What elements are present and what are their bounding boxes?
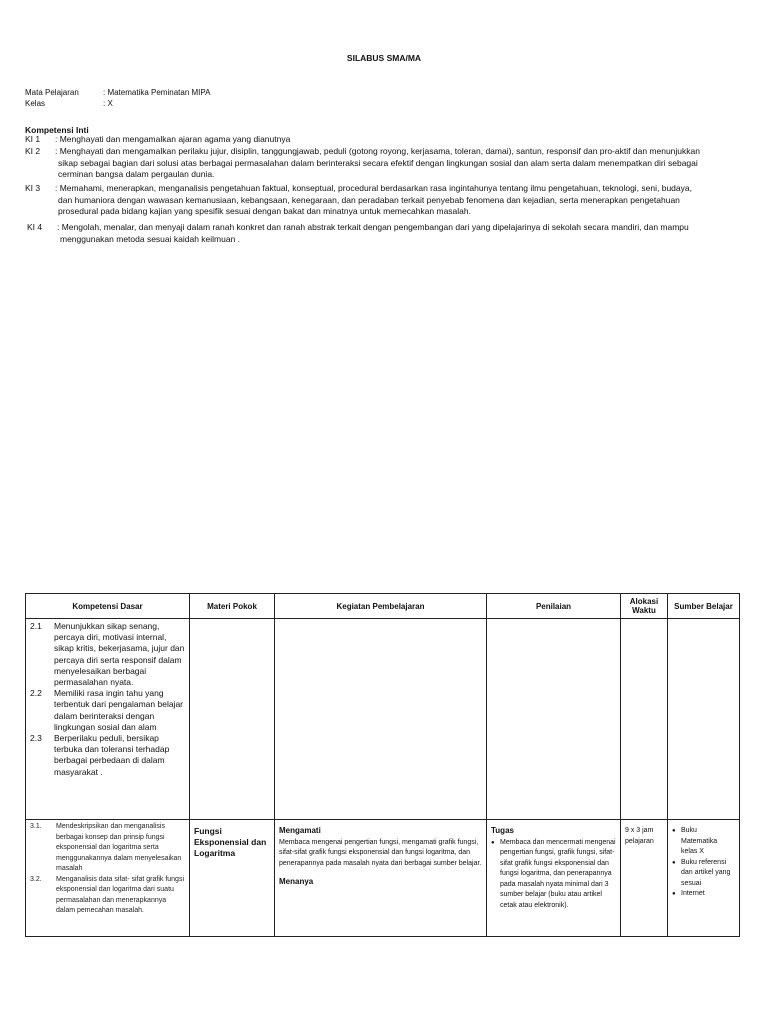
kd-text: Berperilaku peduli, bersikap terbuka dan toleransi terhadap berbagai perbedaan di dalam masyarakat . [54,733,170,777]
penilaian-cell-empty [487,619,621,820]
ki-code: KI 1 [25,134,41,144]
ki-code: KI 3 [25,183,41,193]
kd-item [30,875,185,917]
kd-number: 3.2. [30,875,42,883]
sumber-cell-empty [668,619,740,820]
kd-cell [26,619,190,820]
ki-code: KI 4 [27,222,43,232]
kd-number: 2.3 [30,733,42,744]
kd-item [30,621,185,688]
meta-value: : Matematika Peminatan MIPA [103,88,211,97]
materi-cell-empty [190,619,275,820]
ki-line: : Memahami, menerapkan, menganalisis pengetahuan faktual, konseptual, procedural berdasarkan rasa ingintahunya tentang ilmu pengetahuan, teknologi, seni, budaya, [55,183,692,193]
sumber-belajar-cell [668,820,740,937]
list-item: ● Internet [672,889,735,900]
kd-text: Menganalisis data sifat- sifat grafik fungsi eksponensial dan logaritma dari suatu permasalahan dan menerapkannya dalam pemecahan masalah. [56,875,185,914]
table-header-row [26,594,740,619]
ki-line: menggunakan metoda sesuai kaidah keilmuan . [60,233,241,244]
materi-pokok-cell: Fungsi Eksponensial dan Logaritma [190,820,275,937]
ki-text [55,146,745,181]
header-kompetensi-dasar: Kompetensi Dasar [26,594,190,619]
kd-cell [26,820,190,937]
kegiatan-heading: Mengamati [279,826,321,835]
kegiatan-cell [275,820,487,937]
penilaian-cell [487,820,621,937]
kd-text: Menunjukkan sikap senang, percaya diri, motivasi internal, sikap kritis, bekerjasama, jujur dan percaya diri serta responsif dalam menyelesaikan berbagai permasalahan nyata. [54,621,185,688]
kd-text: Mendeskripsikan dan menganalisis berbagai konsep dan prinsip fungsi eksponensial dan logaritma serta menggunakannya dalam menyelesaikan masalah [56,823,182,872]
list-item: ● Membaca dan mencermati mengenai pengertian fungsi, grafik fungsi, sifat-sifat grafik fungsi eksponensial dan fungsi logaritma, dan penerapannya pada masalah nyata minimal dari 3 sumber belajar (buku atau artikel cetak atau elektronik). [491,838,616,912]
meta-key: Kelas [25,99,46,108]
penilaian-heading: Tugas [491,826,514,835]
kd-number: 2.2 [30,688,42,699]
list-item: ● Buku Matematika kelas X [672,826,735,858]
ki-line: cerminan bangsa dalam pergaulan dunia. [58,169,215,180]
silabus-table [25,593,740,937]
kd-number: 3.1. [30,823,42,830]
ki-line: prosedural pada bidang kajian yang spesifik sesuai dengan bakat dan minatnya untuk memecahkan masalah. [58,206,471,217]
sumber-list [672,826,735,900]
kd-item [30,688,185,733]
alokasi-waktu-cell: 9 x 3 jam pelajaran [621,820,668,937]
kd-item [30,733,185,778]
header-materi-pokok: Materi Pokok [190,594,275,619]
meta-value: : X [103,99,113,108]
kd-number: 2.1 [30,621,42,631]
ki-code: KI 2 [25,146,41,156]
ki-line: : Mengolah, menalar, dan menyaji dalam ranah konkret dan ranah abstrak terkait dengan pengembangan dari yang dipelajarinya di sekolah secara mandiri, dan mampu [57,222,689,232]
ki-1 [25,134,745,146]
document-title: SILABUS SMA/MA [346,53,422,63]
ki-3 [25,183,745,218]
ki-heading: Kompetensi Inti [25,125,89,135]
header-penilaian: Penilaian [487,594,621,619]
header-sumber-belajar: Sumber Belajar [668,594,740,619]
penilaian-list [491,838,616,912]
ki-2 [25,146,745,181]
kd-text: Memiliki rasa ingin tahu yang terbentuk dari pengalaman belajar dalam berinteraksi dengan lingkungan sosial dan alam [54,688,184,732]
kegiatan-text: Membaca mengenai pengertian fungsi, mengamati grafik fungsi, sifat-sifat grafik fungsi eksponensial dan fungsi logaritma, dan penerapannya pada masalah nyata dari berbagai sumber belajar. [279,838,482,867]
table-row [26,820,740,937]
meta-key: Mata Pelajaran [25,88,79,97]
ki-line: dan humaniora dengan wawasan kemanusiaan, kebangsaan, kenegaraan, dan peradaban terkait penyebab fenomena dan kejadian, serta menerapkan pengetahuan [58,194,680,205]
header-kegiatan: Kegiatan Pembelajaran [275,594,487,619]
kegiatan-cell-empty [275,619,487,820]
ki-line: : Menghayati dan mengamalkan perilaku jujur, disiplin, tanggungjawab, peduli (gotong royong, kerjasama, toleran, damai), santun, responsif dan pro-aktif dan menunjukkan [55,146,700,156]
alokasi-cell-empty [621,619,668,820]
kegiatan-heading-menanya: Menanya [279,877,314,886]
ki-text [55,134,745,146]
ki-text [55,183,745,218]
header-alokasi-waktu: Alokasi Waktu [621,594,668,619]
ki-line: sikap sebagai bagian dari solusi atas berbagai permasalahan dalam berinteraksi secara efektif dengan lingkungan sosial dan alam serta dalam menempatkan diri sebagai [58,157,698,168]
ki-text [57,222,747,245]
kd-item [30,822,185,875]
table-row [26,619,740,820]
ki-line: : Menghayati dan mengamalkan ajaran agama yang dianutnya [55,134,291,144]
list-item: ● Buku referensi dan artikel yang sesuai [672,858,735,890]
ki-4 [27,222,747,245]
